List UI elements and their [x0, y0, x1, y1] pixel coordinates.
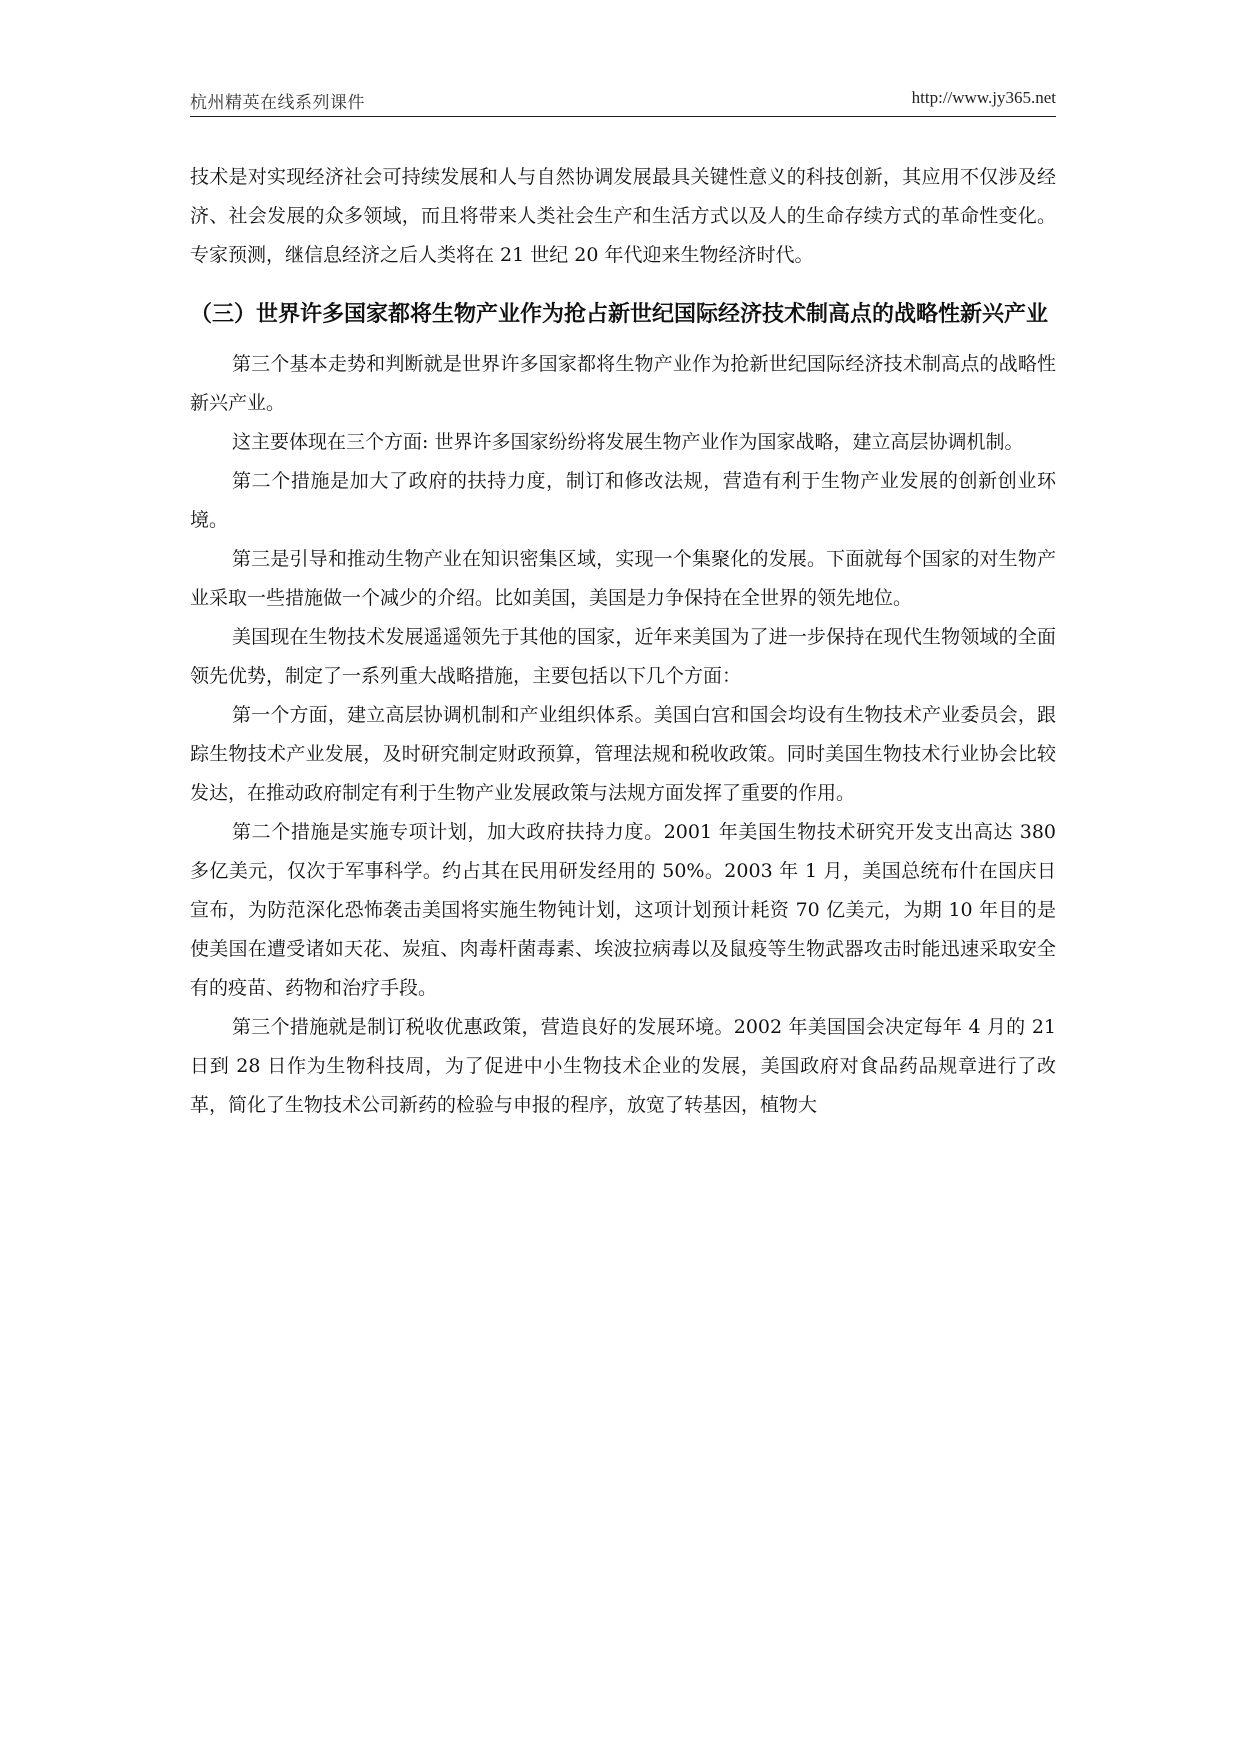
page-header [190, 86, 1056, 117]
paragraph-usa-measure-1: 第一个方面，建立高层协调机制和产业组织体系。美国白宫和国会均设有生物技术产业委员会，跟踪生物技术产业发展，及时研究制定财政预算，管理法规和税收政策。同时美国生物技术行业协会比较发达，在推动政府制定有利于生物产业发展政策与法规方面发挥了重要的作用。 [190, 704, 1056, 804]
paragraph-usa-measure-2: 第二个措施是实施专项计划，加大政府扶持力度。2001 年美国生物技术研究开发支出高达 380 多亿美元，仅次于军事科学。约占其在民用研发经用的 50%。2003 年 1 月，美国总统布什在国庆日宣布，为防范深化恐怖袭击美国将实施生物钝计划，这项计划预计耗资 70 亿美元，为期 10 年目的是使美国在遭受诸如天花、炭疽、肉毒杆菌毒素、埃波拉病毒以及鼠疫等生物武器攻击时能迅速采取安全有的疫苗、药物和治疗手段。 [190, 821, 1056, 999]
paragraph-measure-2: 第二个措施是加大了政府的扶持力度，制订和修改法规，营造有利于生物产业发展的创新创业环境。 [190, 470, 1056, 531]
paragraph-usa-measure-3: 第三个措施就是制订税收优惠政策，营造良好的发展环境。2002 年美国国会决定每年 4 月的 21 日到 28 日作为生物科技周，为了促进中小生物技术企业的发展，美国政府对食品药品规章进行了改革，简化了生物技术公司新药的检验与申报的程序，放宽了转基因，植物大 [190, 1016, 1056, 1116]
paragraph-intro-continuation: 技术是对实现经济社会可持续发展和人与自然协调发展最具关键性意义的科技创新，其应用不仅涉及经济、社会发展的众多领域，而且将带来人类社会生产和生活方式以及人的生命存续方式的革命性变化。专家预测，继信息经济之后人类将在 21 世纪 20 年代迎来生物经济时代。 [190, 166, 1056, 266]
paragraph-usa-overview: 美国现在生物技术发展遥遥领先于其他的国家，近年来美国为了进一步保持在现代生物领域的全面领先优势，制定了一系列重大战略措施，主要包括以下几个方面： [190, 626, 1056, 687]
header-course-title: 杭州精英在线系列课件 [190, 93, 365, 113]
paragraph-three-aspects: 这主要体现在三个方面: 世界许多国家纷纷将发展生物产业作为国家战略，建立高层协调机制。 [232, 431, 1024, 453]
paragraph-trend-3: 第三个基本走势和判断就是世界许多国家都将生物产业作为抢新世纪国际经济技术制高点的战略性新兴产业。 [190, 353, 1056, 414]
header-url[interactable]: http://www.jy365.net [911, 88, 1056, 107]
section-heading-3: （三）世界许多国家都将生物产业作为抢占新世纪国际经济技术制高点的战略性新兴产业 [190, 302, 1049, 327]
paragraph-measure-3: 第三是引导和推动生物产业在知识密集区域，实现一个集聚化的发展。下面就每个国家的对生物产业采取一些措施做一个减少的介绍。比如美国，美国是力争保持在全世界的领先地位。 [190, 548, 1056, 609]
document-body [190, 158, 1056, 1125]
